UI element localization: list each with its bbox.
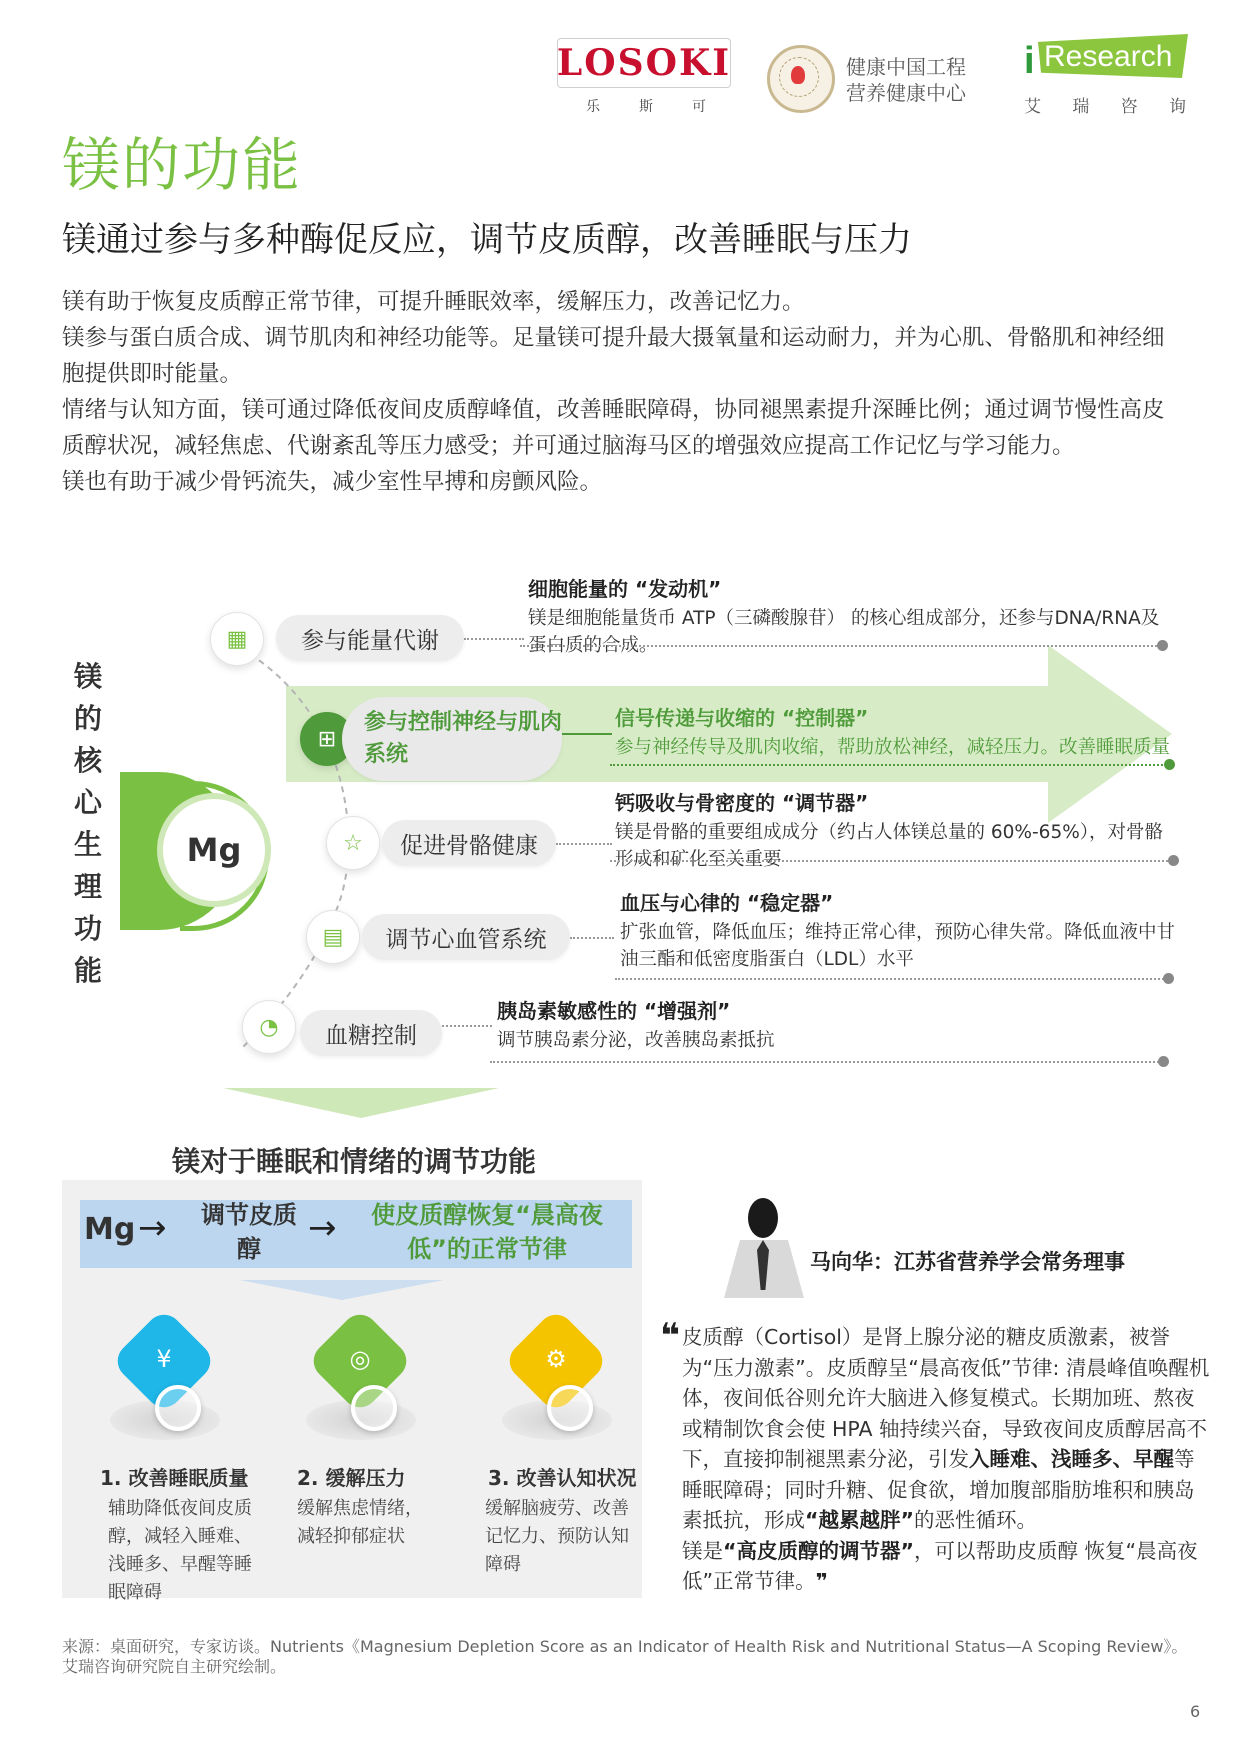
end-dot (1168, 855, 1179, 866)
page-number: 6 (1190, 1702, 1201, 1721)
sleep-item-desc: 缓解焦虑情绪，减轻抑郁症状 (297, 1498, 423, 1547)
calendar-star-icon: ☆ (326, 816, 380, 870)
connector (570, 937, 614, 939)
partner-name: 健康中国工程 营养健康中心 (846, 55, 966, 105)
flow-step: 调节皮质醇 (201, 1201, 297, 1263)
target-icon: ◎ (349, 1345, 371, 1373)
page-title: 镁的功能 (62, 131, 303, 199)
badge-ring (351, 1385, 397, 1431)
arrow-right-icon: → (308, 1208, 337, 1248)
sleep-item-title: 1. 改善睡眠质量 (100, 1466, 249, 1490)
core-function-vertical-title: 镁 的 核 心 生 理 功 能 (73, 660, 102, 987)
connector (562, 733, 612, 735)
sleep-section-title: 镁对于睡眠和情绪的调节功能 (172, 1145, 537, 1178)
connector (556, 843, 612, 845)
badge-ring (155, 1385, 201, 1431)
losoki-wordmark: LOSOKI (556, 42, 732, 84)
losoki-subtitle: 乐 斯 可 (586, 99, 706, 115)
end-dot (1164, 759, 1175, 770)
calculator-icon: ⊞ (300, 712, 354, 766)
sleep-item-title: 2. 缓解压力 (297, 1466, 406, 1490)
arrow-right-icon: → (138, 1208, 167, 1248)
flow-mg: Mg (84, 1212, 136, 1247)
quote-close-icon: ❞ (815, 1569, 828, 1593)
sleep-item-title: 3. 改善认知状况 (488, 1466, 637, 1490)
function-pill-cardio: 调节心血管系统 (362, 914, 570, 960)
partner-seal-icon (767, 45, 835, 113)
document-icon: ▤ (306, 910, 360, 964)
end-dot (1158, 1056, 1169, 1067)
underline (615, 978, 1167, 980)
source-note: 来源：桌面研究，专家访谈。Nutrients《Magnesium Depletion Score as an Indicator of Health Risk and Nutritional Status—A Scoping Review》。艾瑞咨询研究院自主研究绘制。 (62, 1637, 1188, 1676)
underline (610, 764, 1170, 766)
underline (610, 860, 1172, 862)
badge-ring (547, 1385, 593, 1431)
document-yen-icon: ¥ (156, 1345, 172, 1373)
end-dot (1163, 973, 1174, 984)
expert-quote: 皮质醇（Cortisol）是肾上腺分泌的糖皮质激素，被誉为“压力激素”。皮质醇呈“晨高夜低”节律: 清晨峰值唤醒机体，夜间低谷则允许大脑进入修复模式。长期加班、熬夜或精制饮食会使 HPA 轴持续兴奋，导致夜间皮质醇居高不下，直接抑制褪黑素分泌，引发入睡难、浅睡多、早醒等睡眠障碍；同时升糖、促食欲，增加腹部脂肪堆积和胰岛素抵抗，形成“越累越胖”的恶性循环。 镁是“高皮质醇的调节器”，可以帮助皮质醇 恢复“晨高夜低”正常节律。❞ (682, 1325, 1210, 1593)
connector (442, 1025, 492, 1027)
function-desc-glucose: 胰岛素敏感性的 “增强剂” 调节胰岛素分泌，改善胰岛素抵抗 (497, 999, 775, 1051)
underline (520, 645, 1160, 647)
quote-open-icon: ❝ (660, 1316, 680, 1356)
function-desc-energy: 细胞能量的 “发动机” 镁是细胞能量货币 ATP（三磷酸腺苷） 的核心组成部分，还参与DNA/RNA及蛋白质的合成。 (528, 577, 1160, 656)
expert-name: 马向华：江苏省营养学会常务理事 (810, 1250, 1125, 1274)
cube-icon: ▦ (210, 612, 264, 666)
flow-result: 使皮质醇恢复“晨高夜低”的正常节律 (371, 1201, 603, 1263)
function-desc-nerve-muscle: 信号传递与收缩的 “控制器” 参与神经传导及肌肉收缩，帮助放松神经，减轻压力。改善睡眠质量 (615, 706, 1171, 758)
gear-box-icon: ⚙ (545, 1345, 567, 1373)
underline (490, 1061, 1162, 1063)
sleep-item-desc: 辅助降低夜间皮质醇，减轻入睡难、浅睡多、早醒等睡眠障碍 (108, 1498, 252, 1603)
function-pill-bone: 促进骨骼健康 (382, 820, 556, 866)
pie-chart-icon: ◔ (242, 1000, 296, 1054)
function-pill-nerve-muscle: 参与控制神经与肌肉系统 (342, 697, 562, 781)
person-head (748, 1198, 778, 1238)
iresearch-subtitle: 艾 瑞 咨 询 (1024, 97, 1186, 117)
function-pill-glucose: 血糖控制 (300, 1010, 442, 1056)
function-pill-energy: 参与能量代谢 (276, 615, 464, 661)
page-subtitle: 镁通过参与多种酶促反应，调节皮质醇，改善睡眠与压力 (62, 220, 912, 260)
function-desc-cardio: 血压与心律的 “稳定器” 扩张血管，降低血压；维持正常心律，预防心律失常。降低血液中甘油三酯和低密度脂蛋白（LDL）水平 (620, 891, 1176, 970)
section-down-arrow (223, 1088, 499, 1118)
function-desc-bone: 钙吸收与骨密度的 “调节器” 镁是骨骼的重要组成成分（约占人体镁总量的 60%-65%），对骨骼形成和矿化至关重要 (615, 791, 1164, 870)
sleep-item-desc: 缓解脑疲劳、改善记忆力、预防认知障碍 (485, 1498, 629, 1575)
intro-text: 镁有助于恢复皮质醇正常节律，可提升睡眠效率，缓解压力，改善记忆力。 镁参与蛋白质合成、调节肌肉和神经功能等。足量镁可提升最大摄氧量和运动耐力，并为心肌、骨骼肌和神经细胞提供即时能量。 情绪与认知方面，镁可通过降低夜间皮质醇峰值，改善睡眠障碍，协同褪黑素提升深睡比例；通过调节慢性高皮质醇状况，减轻焦虑、代谢紊乱等压力感受；并可通过脑海马区的增强效应提高工作记忆与学习能力。 镁也有助于减少骨钙流失，减少室性早搏和房颤风险。 (62, 289, 1165, 495)
mg-center: Mg (157, 793, 271, 907)
connector (464, 638, 524, 640)
iresearch-logo: i Research (1024, 32, 1184, 84)
losoki-logo (557, 38, 731, 88)
end-dot (1157, 640, 1168, 651)
